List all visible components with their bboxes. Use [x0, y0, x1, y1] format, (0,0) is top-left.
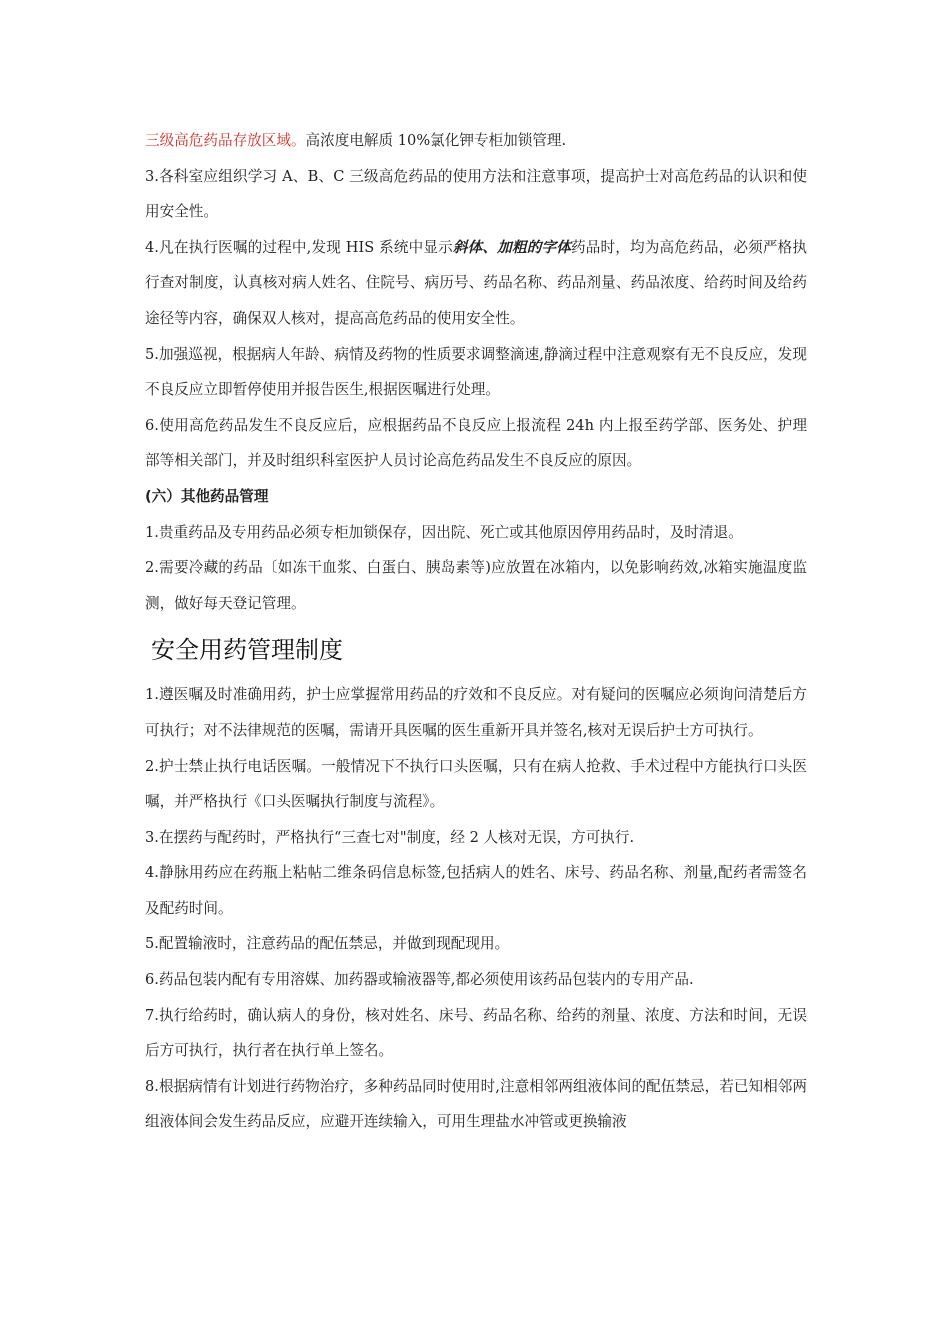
paragraph-other-2: 2.需要冷藏的药品〔如冻干血浆、白蛋白、胰岛素等)应放置在冰箱内，以免影响药效,冰箱实施温度监测，做好每天登记管理。 — [145, 559, 807, 612]
highlight-text: 三级高危药品存放区域。 — [145, 132, 306, 149]
paragraph-text: 高浓度电解质 10%氯化钾专柜加锁管理. — [305, 132, 567, 149]
paragraph-other-1: 1.贵重药品及专用药品必须专柜加锁保存，因出院、死亡或其他原因停用药品时，及时清退。 — [145, 523, 743, 541]
list-item: 4.静脉用药应在药瓶上粘帖二维条码信息标签,包括病人的姓名、床号、药品名称、剂量,配药者需签名及配药时间。 — [145, 864, 807, 917]
bold-italic-text: 斜体、加粗的字体 — [452, 238, 571, 256]
paragraph-text: 4.凡在执行医嘱的过程中,发现 HIS 系统中显示 — [145, 238, 453, 256]
list-item: 5.配置输液时，注意药品的配伍禁忌，并做到现配现用。 — [145, 935, 510, 953]
paragraph-text: 药品时，均为高危药品，必须严格执行查对制度，认真核对病人姓名、住院号、病历号、药品名称、药品剂量、药品浓度、给药时间及给药途径等内容，确保双人核对，提高高危药品的使用安全性。 — [145, 238, 807, 327]
list-item: 6.药品包装内配有专用溶媒、加药器或输液器等,都必须使用该药品包装内的专用产品. — [145, 971, 694, 989]
paragraph-3: 3.各科室应组织学习 A、B、C 三级高危药品的使用方法和注意事项，提高护士对高危药品的认识和使用安全性。 — [145, 167, 807, 221]
list-item: 8.根据病情有计划进行药物治疗，多种药品同时使用时,注意相邻两组液体间的配伍禁忌，若已知相邻两组液体间会发生药品反应，应避开连续输入，可用生理盐水冲管或更换输液 — [145, 1077, 807, 1131]
list-item: 7.执行给药时，确认病人的身份，核对姓名、床号、药品名称、给药的剂量、浓度、方法和时间，无误后方可执行，执行者在执行单上签名。 — [145, 1006, 807, 1060]
paragraph-5: 5.加强巡视，根据病人年龄、病情及药物的性质要求调整滴速,静滴过程中注意观察有无不良反应，发现不良反应立即暂停使用并报告医生,根据医嘱进行处理。 — [145, 345, 807, 399]
list-item: 3.在摆药与配药时，严格执行“三查七对"制度，经 2 人核对无误，方可执行. — [145, 828, 635, 846]
list-item: 1.遵医嘱及时准确用药，护士应掌握常用药品的疗效和不良反应。对有疑问的医嘱应必须询问清楚后方可执行；对不法律规范的医嘱，需请开具医嘱的医生重新开具并签名,核对无误后护士方可执行。 — [145, 686, 807, 739]
list-item: 2.护士禁止执行电话医嘱。一般情况下不执行口头医嘱，只有在病人抢救、手术过程中方能执行口头医嘱，并严格执行《口头医嘱执行制度与流程》。 — [145, 757, 807, 811]
paragraph-6: 6.使用高危药品发生不良反应后，应根据药品不良反应上报流程 24h 内上报至药学部、医务处、护理部等相关部门，并及时组织科室医护人员讨论高危药品发生不良反应的原因。 — [145, 416, 807, 470]
section-heading: (六）其他药品管理 — [145, 487, 269, 505]
document-page — [145, 123, 807, 1140]
page-title: 安全用药管理制度 — [151, 636, 343, 665]
paragraph-4 — [145, 230, 807, 337]
paragraph-storage-area — [145, 123, 807, 159]
